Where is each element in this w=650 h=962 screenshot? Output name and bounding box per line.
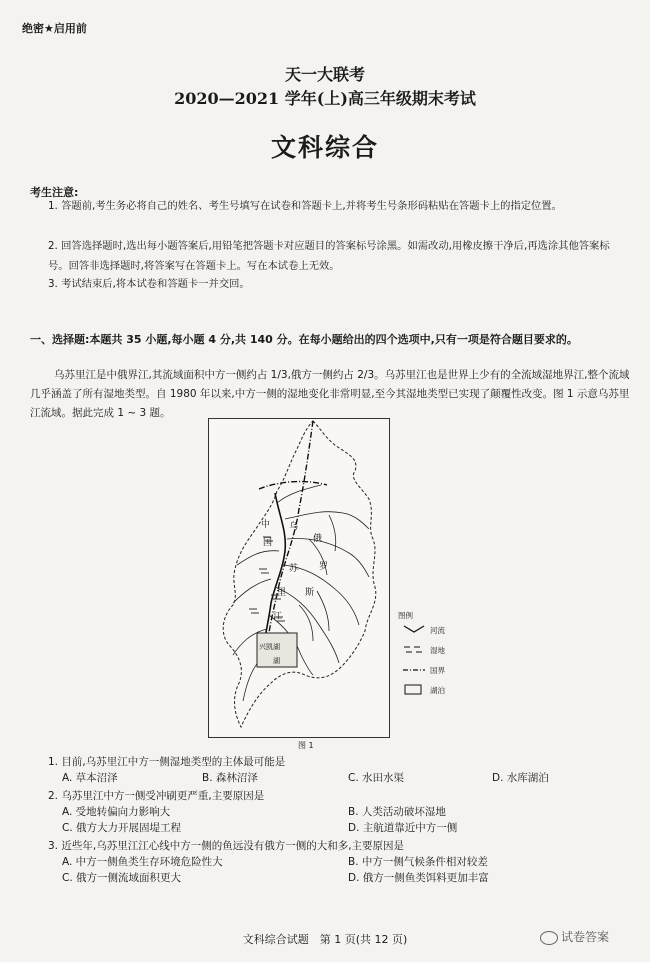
map-label-lake2: 湖 bbox=[273, 657, 280, 665]
legend-river: 河流 bbox=[402, 624, 462, 638]
question-2-option-c: C. 俄方大力开展固堤工程 bbox=[62, 822, 182, 834]
map-label-luo: 罗 bbox=[319, 562, 329, 572]
wechat-icon bbox=[540, 931, 558, 945]
passage: 乌苏里江是中俄界江,其流域面积中方一侧约占 1/3,俄方一侧约占 2/3。乌苏里江也是世界上少有的全流域湿地界江,整个流域几乎涵盖了所有湿地类型。自 1980 年以来,中方一侧的湿地变化非常明显,至今其湿地类型已实现了颠覆性改变。图 1 示意乌苏里江流域。据此完成 1 ~ 3 题。 bbox=[30, 369, 630, 419]
wetland-symbol-icon bbox=[402, 644, 426, 656]
question-2-stem: 2. 乌苏里江中方一侧受冲刷更严重,主要原因是 bbox=[48, 790, 265, 802]
notice-item-3: 3. 考试结束后,将本试卷和答题卡一并交回。 bbox=[48, 278, 250, 290]
section-heading: 一、选择题:本题共 35 小题,每小题 4 分,共 140 分。在每小题给出的四个选项中,只有一项是符合题目要求的。 bbox=[30, 333, 578, 346]
notice-item-1: 1. 答题前,考生务必将自己的姓名、考生号填写在试卷和答题卡上,并将考生号条形码粘贴在答题卡上的指定位置。 bbox=[48, 200, 562, 212]
subject-title: 文科综合 bbox=[270, 133, 379, 162]
question-1-option-b: B. 森林沼泽 bbox=[202, 772, 258, 784]
question-3-option-d: D. 俄方一侧鱼类饵料更加丰富 bbox=[348, 872, 489, 884]
tributaries bbox=[233, 485, 369, 701]
legend-lake: 湖泊 bbox=[402, 684, 462, 698]
question-2-option-a: A. 受地转偏向力影响大 bbox=[62, 806, 171, 818]
map-label-si: 斯 bbox=[305, 588, 315, 598]
question-3-stem: 3. 近些年,乌苏里江江心线中方一侧的鱼远没有俄方一侧的大和多,主要原因是 bbox=[48, 840, 405, 852]
map-label-li: 里 bbox=[277, 588, 287, 598]
legend-title: 图例 bbox=[398, 611, 413, 620]
map-label-e: 俄 bbox=[313, 534, 323, 544]
lake-symbol-icon bbox=[402, 684, 426, 696]
map-label-su: 苏 bbox=[289, 564, 299, 574]
map-drawing bbox=[209, 419, 389, 737]
river-symbol-icon bbox=[402, 624, 426, 636]
figure-caption: 图 1 bbox=[298, 741, 314, 750]
notice-item-2: 2. 回答选择题时,选出每小题答案后,用铅笔把答题卡对应题目的答案标号涂黑。如需改动,用橡皮擦干净后,再选涂其他答案标号。回答非选择题时,将答案写在答题卡上。写在本试卷上无效。 bbox=[48, 240, 610, 272]
exam-title: 2020—2021 学年(上)高三年级期末考试 bbox=[174, 89, 476, 108]
question-1-option-d: D. 水库湖泊 bbox=[492, 772, 549, 784]
question-1-option-c: C. 水田水渠 bbox=[348, 772, 405, 784]
map-label-zhong: 中 bbox=[261, 520, 271, 530]
confidential-mark: 绝密★启用前 bbox=[22, 22, 87, 35]
ussuri-basin-map bbox=[208, 418, 390, 738]
question-3-option-a: A. 中方一侧鱼类生存环境危险性大 bbox=[62, 856, 223, 868]
question-3-option-c: C. 俄方一侧流域面积更大 bbox=[62, 872, 182, 884]
watermark-text: 试卷答案 bbox=[561, 930, 610, 944]
question-1-stem: 1. 目前,乌苏里江中方一侧湿地类型的主体最可能是 bbox=[48, 756, 286, 768]
map-label-wu: 乌 bbox=[289, 522, 299, 532]
wetland-marks bbox=[249, 537, 285, 621]
exam-brand: 天一大联考 bbox=[284, 65, 365, 84]
question-2-option-b: B. 人类活动破坏湿地 bbox=[348, 806, 446, 818]
border-symbol-icon bbox=[402, 664, 426, 676]
map-label-lake: 兴凯湖 bbox=[259, 643, 280, 651]
notice-title: 考生注意: bbox=[30, 186, 79, 199]
watermark bbox=[540, 928, 609, 945]
legend-wetland: 湿地 bbox=[402, 644, 462, 658]
question-1-option-a: A. 草本沼泽 bbox=[62, 772, 118, 784]
map-label-jiang: 江 bbox=[273, 612, 283, 622]
map-legend bbox=[398, 610, 462, 710]
legend-border: 国界 bbox=[402, 664, 462, 678]
page-footer: 文科综合试题 第 1 页(共 12 页) bbox=[242, 933, 408, 946]
basin-boundary bbox=[223, 421, 376, 727]
question-2-option-d: D. 主航道靠近中方一侧 bbox=[348, 822, 458, 834]
question-3-option-b: B. 中方一侧气候条件相对较差 bbox=[348, 856, 488, 868]
map-label-guo: 国 bbox=[263, 538, 273, 548]
